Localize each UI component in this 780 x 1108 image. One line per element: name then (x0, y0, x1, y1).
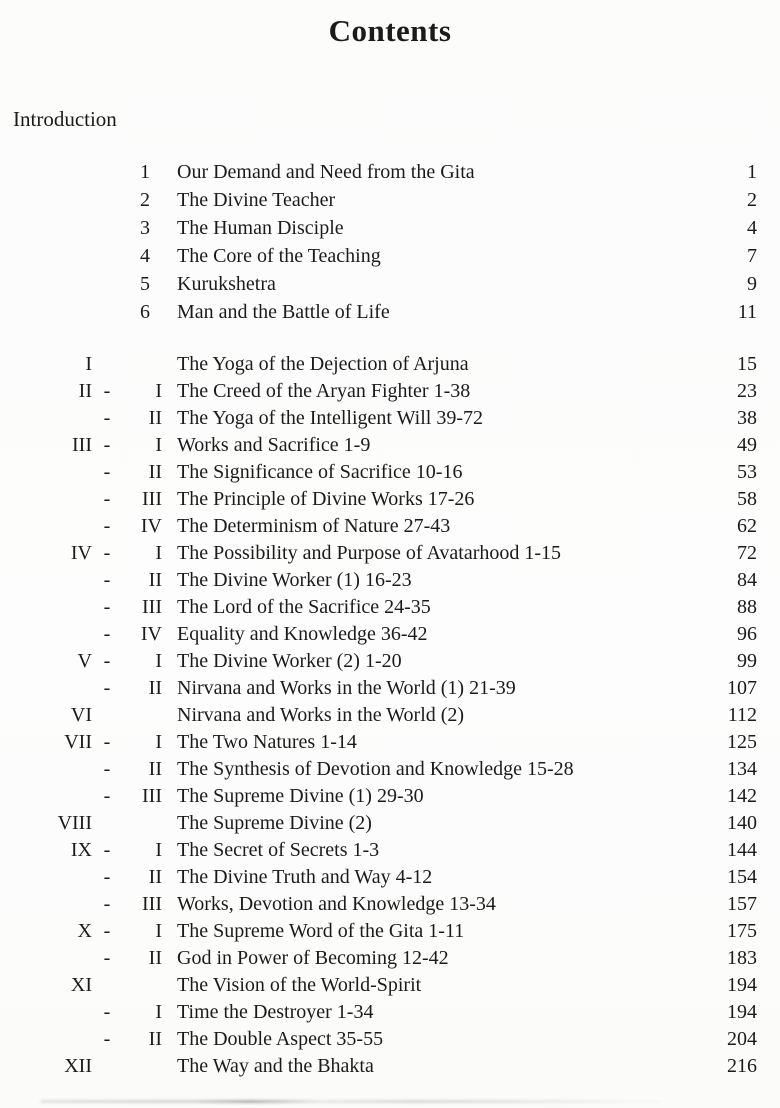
chapter-page: 72 (737, 542, 757, 564)
chapter-page: 216 (727, 1055, 757, 1077)
section-numeral: I (155, 650, 162, 672)
intro-item-number: 3 (140, 217, 150, 239)
chapter-page: 183 (727, 947, 757, 969)
chapter-page: 49 (737, 434, 757, 456)
toc-chapter-row (0, 756, 780, 783)
chapter-dash: - (103, 785, 111, 807)
chapter-title: The Double Aspect 35-55 (177, 1028, 384, 1050)
chapter-dash: - (103, 1001, 111, 1023)
chapter-page: 134 (727, 758, 757, 780)
chapter-title: Works and Sacrifice 1-9 (177, 434, 371, 456)
toc-chapter-row (0, 648, 780, 675)
chapter-numeral: V (77, 650, 92, 672)
toc-chapter-row (0, 1026, 780, 1053)
toc-chapter-row (0, 783, 780, 810)
section-numeral: III (142, 893, 162, 915)
chapter-title: Equality and Knowledge 36-42 (177, 623, 428, 645)
toc-chapter-row (0, 675, 780, 702)
chapter-page: 194 (727, 974, 757, 996)
chapter-page: 194 (727, 1001, 757, 1023)
chapter-title: The Synthesis of Devotion and Knowledge 15-28 (177, 758, 574, 780)
intro-item-number: 6 (140, 301, 150, 323)
chapter-page: 144 (727, 839, 757, 861)
section-numeral: II (148, 947, 162, 969)
chapter-page: 157 (727, 893, 757, 915)
toc-chapter-row (0, 918, 780, 945)
intro-list (0, 158, 780, 326)
intro-item-page: 4 (747, 217, 757, 239)
chapter-page: 96 (737, 623, 757, 645)
chapter-title: The Divine Worker (2) 1-20 (177, 650, 402, 672)
chapter-list (0, 351, 780, 1080)
toc-chapter-row (0, 432, 780, 459)
section-numeral: II (148, 677, 162, 699)
chapter-numeral: VII (64, 731, 92, 753)
chapter-dash: - (103, 866, 111, 888)
toc-intro-row (0, 270, 780, 298)
intro-item-title: The Core of the Teaching (177, 245, 381, 267)
chapter-title: The Divine Truth and Way 4-12 (177, 866, 433, 888)
chapter-page: 53 (737, 461, 757, 483)
intro-item-number: 2 (140, 189, 150, 211)
toc-chapter-row (0, 378, 780, 405)
chapter-dash: - (103, 515, 111, 537)
chapter-numeral: III (72, 434, 92, 456)
chapter-numeral: IX (70, 839, 92, 861)
chapter-title: The Yoga of the Dejection of Arjuna (177, 353, 469, 375)
toc-chapter-row (0, 486, 780, 513)
chapter-numeral: XII (64, 1055, 92, 1077)
chapter-page: 112 (727, 704, 757, 726)
chapter-dash: - (103, 596, 111, 618)
intro-item-title: The Human Disciple (177, 217, 344, 239)
toc-chapter-row (0, 837, 780, 864)
chapter-page: 125 (727, 731, 757, 753)
chapter-page: 38 (737, 407, 757, 429)
chapter-dash: - (103, 380, 111, 402)
chapter-numeral: X (77, 920, 92, 942)
intro-item-title: The Divine Teacher (177, 189, 336, 211)
toc-chapter-row (0, 405, 780, 432)
chapter-title: God in Power of Becoming 12-42 (177, 947, 449, 969)
toc-intro-row (0, 214, 780, 242)
chapter-dash: - (103, 623, 111, 645)
chapter-title: The Determinism of Nature 27-43 (177, 515, 451, 537)
toc-chapter-row (0, 864, 780, 891)
chapter-title: The Lord of the Sacrifice 24-35 (177, 596, 431, 618)
toc-intro-row (0, 186, 780, 214)
scan-artifact-line (40, 1100, 660, 1103)
chapter-page: 84 (737, 569, 757, 591)
intro-item-title: Man and the Battle of Life (177, 301, 390, 323)
toc-chapter-row (0, 540, 780, 567)
chapter-dash: - (103, 893, 111, 915)
chapter-title: The Secret of Secrets 1-3 (177, 839, 380, 861)
chapter-dash: - (103, 488, 111, 510)
toc-chapter-row (0, 702, 780, 729)
section-numeral: I (155, 434, 162, 456)
chapter-title: The Creed of the Aryan Fighter 1-38 (177, 380, 471, 402)
toc-chapter-row (0, 945, 780, 972)
chapter-title: Nirvana and Works in the World (1) 21-39 (177, 677, 516, 699)
chapter-page: 204 (727, 1028, 757, 1050)
section-numeral: II (148, 866, 162, 888)
chapter-dash: - (103, 758, 111, 780)
chapter-title: The Two Natures 1-14 (177, 731, 357, 753)
toc-intro-row (0, 242, 780, 270)
chapter-page: 140 (727, 812, 757, 834)
chapter-numeral: VI (70, 704, 92, 726)
chapter-dash: - (103, 1028, 111, 1050)
toc-chapter-row (0, 513, 780, 540)
section-numeral: III (142, 488, 162, 510)
chapter-title: Works, Devotion and Knowledge 13-34 (177, 893, 496, 915)
chapter-dash: - (103, 407, 111, 429)
chapter-page: 62 (737, 515, 757, 537)
chapter-dash: - (103, 542, 111, 564)
section-numeral: III (142, 596, 162, 618)
chapter-page: 107 (727, 677, 757, 699)
toc-chapter-row (0, 567, 780, 594)
chapter-dash: - (103, 434, 111, 456)
section-numeral: II (148, 1028, 162, 1050)
toc-chapter-row (0, 891, 780, 918)
section-numeral: IV (140, 623, 162, 645)
chapter-title: The Vision of the World-Spirit (177, 974, 422, 996)
toc-chapter-row (0, 621, 780, 648)
intro-item-number: 4 (140, 245, 150, 267)
section-numeral: II (148, 758, 162, 780)
chapter-title: Nirvana and Works in the World (2) (177, 704, 465, 726)
chapter-title: The Supreme Divine (2) (177, 812, 372, 834)
section-numeral: IV (140, 515, 162, 537)
chapter-numeral: I (85, 353, 92, 375)
chapter-title: The Principle of Divine Works 17-26 (177, 488, 475, 510)
chapter-page: 58 (737, 488, 757, 510)
intro-item-title: Our Demand and Need from the Gita (177, 161, 475, 183)
chapter-page: 154 (727, 866, 757, 888)
chapter-numeral: VIII (57, 812, 92, 834)
section-numeral: II (148, 461, 162, 483)
toc-intro-row (0, 158, 780, 186)
chapter-title: The Significance of Sacrifice 10-16 (177, 461, 463, 483)
chapter-page: 88 (737, 596, 757, 618)
chapter-dash: - (103, 650, 111, 672)
section-numeral: I (155, 380, 162, 402)
chapter-dash: - (103, 461, 111, 483)
chapter-title: The Way and the Bhakta (177, 1055, 374, 1077)
toc-chapter-row (0, 351, 780, 378)
intro-item-number: 5 (140, 273, 150, 295)
chapter-page: 99 (737, 650, 757, 672)
section-numeral: I (155, 839, 162, 861)
chapter-numeral: XI (70, 974, 92, 996)
chapter-dash: - (103, 947, 111, 969)
toc-chapter-row (0, 972, 780, 999)
introduction-heading: Introduction (13, 107, 117, 131)
intro-item-page: 7 (747, 245, 757, 267)
intro-item-title: Kurukshetra (177, 273, 276, 295)
toc-chapter-row (0, 729, 780, 756)
toc-chapter-row (0, 594, 780, 621)
chapter-title: The Divine Worker (1) 16-23 (177, 569, 412, 591)
chapter-dash: - (103, 677, 111, 699)
intro-item-number: 1 (140, 161, 150, 183)
chapter-title: The Supreme Word of the Gita 1-11 (177, 920, 465, 942)
chapter-dash: - (103, 731, 111, 753)
chapter-page: 23 (737, 380, 757, 402)
toc-chapter-row (0, 1053, 780, 1080)
chapter-title: The Yoga of the Intelligent Will 39-72 (177, 407, 484, 429)
chapter-page: 175 (727, 920, 757, 942)
section-numeral: III (142, 785, 162, 807)
toc-chapter-row (0, 459, 780, 486)
section-numeral: I (155, 542, 162, 564)
section-numeral: I (155, 731, 162, 753)
chapter-title: The Possibility and Purpose of Avatarhood 1-15 (177, 542, 562, 564)
chapter-dash: - (103, 920, 111, 942)
intro-item-page: 2 (747, 189, 757, 211)
intro-item-page: 11 (737, 301, 757, 323)
chapter-title: The Supreme Divine (1) 29-30 (177, 785, 424, 807)
page-title: Contents (328, 13, 452, 48)
section-numeral: I (155, 1001, 162, 1023)
chapter-dash: - (103, 839, 111, 861)
section-numeral: II (148, 569, 162, 591)
chapter-page: 142 (727, 785, 757, 807)
toc-intro-row (0, 298, 780, 326)
chapter-title: Time the Destroyer 1-34 (177, 1001, 374, 1023)
section-numeral: II (148, 407, 162, 429)
chapter-page: 15 (737, 353, 757, 375)
intro-item-page: 1 (747, 161, 757, 183)
intro-item-page: 9 (747, 273, 757, 295)
toc-chapter-row (0, 810, 780, 837)
toc-chapter-row (0, 999, 780, 1026)
chapter-dash: - (103, 569, 111, 591)
chapter-numeral: II (78, 380, 92, 402)
chapter-numeral: IV (70, 542, 92, 564)
section-numeral: I (155, 920, 162, 942)
